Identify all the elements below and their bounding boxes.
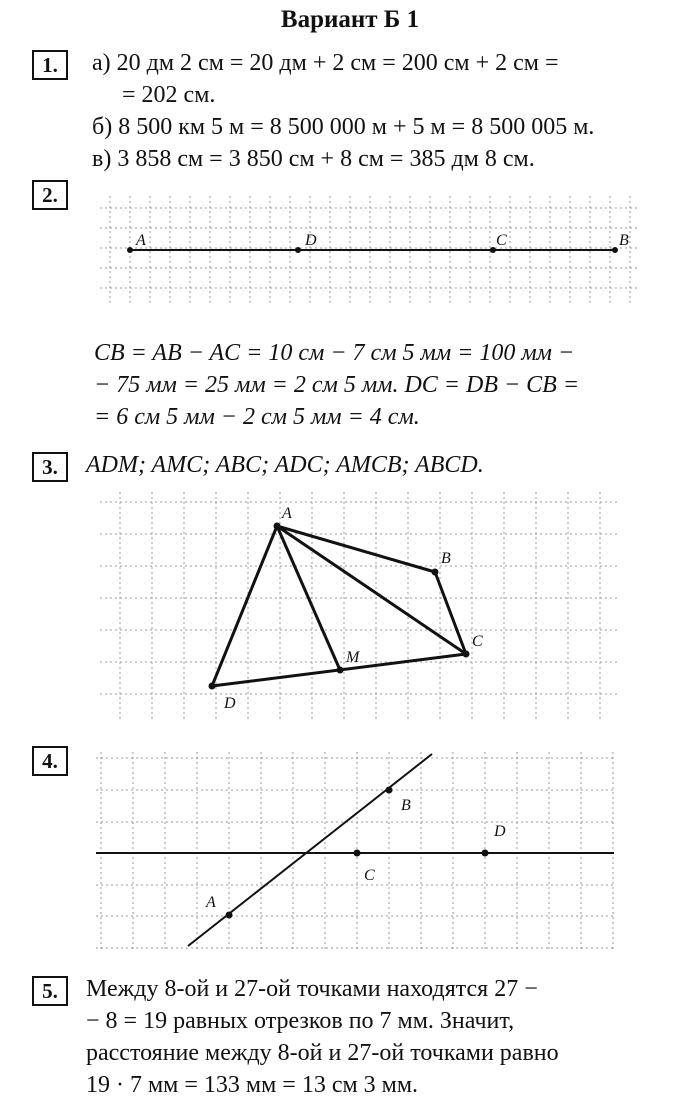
point-b (612, 247, 618, 253)
side-ad (212, 526, 277, 686)
label-a: A (282, 505, 292, 522)
point-d (482, 850, 489, 857)
task-5-line-4: 19 · 7 мм = 133 мм = 13 см 3 мм. (86, 1072, 419, 1098)
task-5-line-1: Между 8-ой и 27-ой точками находятся 27 − (86, 976, 538, 1002)
point-a (226, 912, 233, 919)
task-1-line-b: б) 8 500 км 5 м = 8 500 000 м + 5 м = 8 500 005 м. (92, 114, 595, 140)
task-4-lines-figure (96, 752, 616, 950)
point-d (209, 683, 216, 690)
label-c: C (364, 867, 375, 884)
line-ab (188, 754, 432, 946)
point-m (337, 667, 344, 674)
task-1-line-c: в) 3 858 см = 3 850 см + 8 см = 385 дм 8 см. (92, 146, 535, 172)
label-d: D (305, 232, 317, 249)
label-m: M (346, 649, 360, 666)
label-a: A (206, 894, 216, 911)
task-3-quadrilateral-figure (100, 492, 620, 722)
label-b: B (441, 550, 451, 567)
task-1-line-a1: а) 20 дм 2 см = 20 дм + 2 см = 200 см + 2 см = (92, 50, 559, 76)
task-2-line-2: − 75 мм = 25 мм = 2 см 5 мм. DC = DB − CB = (94, 372, 580, 398)
page-title: Вариант Б 1 (280, 6, 420, 33)
point-a (127, 247, 133, 253)
task-5-line-2: − 8 = 19 равных отрезков по 7 мм. Значит, (86, 1008, 515, 1034)
task-2-segment-figure (100, 196, 640, 306)
point-b (432, 569, 439, 576)
label-b: B (619, 232, 629, 249)
task-1-number: 1. (32, 50, 68, 80)
task-1-line-a2: = 202 см. (122, 82, 216, 108)
task-2-number: 2. (32, 180, 68, 210)
side-ab (277, 526, 435, 572)
task-5-number: 5. (32, 976, 68, 1006)
task-4-number: 4. (32, 746, 68, 776)
label-a: A (136, 232, 146, 249)
task-3-answer: ADM; AMC; ABC; ADC; AMCB; ABCD. (86, 452, 484, 478)
label-c: C (472, 633, 483, 650)
task-2-line-3: = 6 см 5 мм − 2 см 5 мм = 4 см. (94, 404, 420, 430)
point-d (295, 247, 301, 253)
task-5-line-3: расстояние между 8-ой и 27-ой точками равно (86, 1040, 559, 1066)
label-d: D (494, 823, 506, 840)
label-d: D (224, 695, 236, 712)
point-a (274, 523, 281, 530)
label-b: B (401, 797, 411, 814)
point-b (386, 787, 393, 794)
label-c: C (496, 232, 507, 249)
point-c (463, 651, 470, 658)
task-2-line-1: CB = AB − AC = 10 см − 7 см 5 мм = 100 мм − (94, 340, 575, 366)
task-3-number: 3. (32, 452, 68, 482)
point-c (354, 850, 361, 857)
